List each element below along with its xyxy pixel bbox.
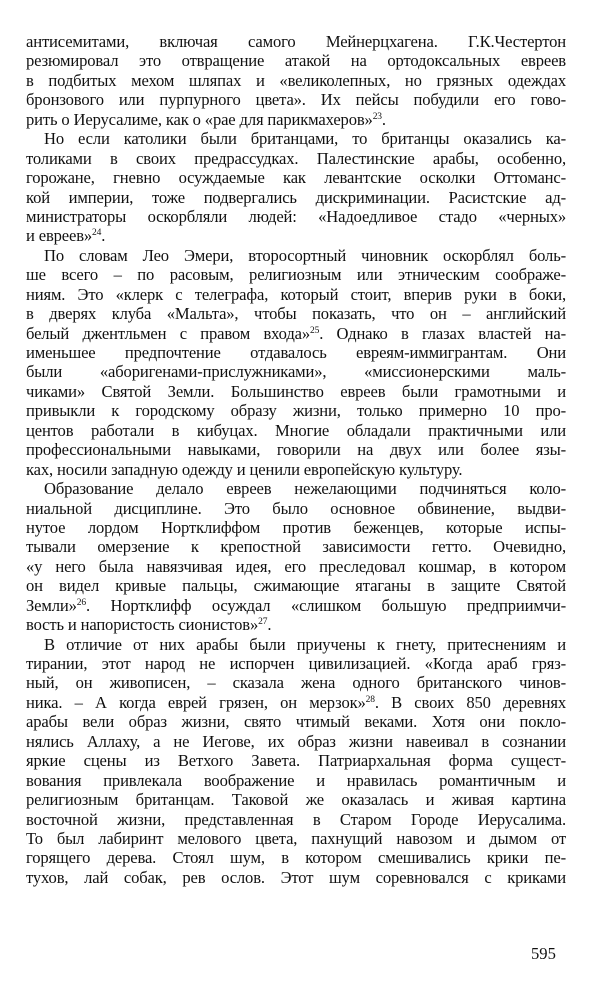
paragraph [26,129,566,246]
paragraph [26,32,566,129]
text-line: ках, носили западную одежду и ценили европейскую культуру. [26,459,463,479]
text-line: толиками в своих предрассудках. Палестинские арабы, особенно, [26,148,566,168]
text-line: кой империи, тоже подвергались дискриминации. Расистские ад- [26,187,566,207]
text-line: рить о Иерусалиме, как о «рае для парикмахеров»$^{23}$. [26,109,386,129]
footnote-marker: 23 [372,111,382,122]
text-line: белый джентльмен с правом входа»$^{25}$. Однако в глазах властей на- [26,323,566,343]
footnote-marker: 24 [92,228,102,239]
footnote-marker: 27 [258,617,268,628]
text-line: вования привлекала воображение и нравилась романтичным и [26,770,566,790]
paragraph [26,246,566,479]
text-line: в дверях клуба «Мальта», чтобы показать, что он – английский [26,304,566,324]
text-line: По словам Лео Эмери, второсортный чиновник оскорблял боль- [44,245,566,265]
text-line: именьшее предпочтение отдавалось евреям-иммигрантам. Они [26,343,566,362]
text-line: ниальной дисциплине. Это было основное обвинение, выдви- [26,498,566,518]
body-text [26,32,566,887]
paragraph [26,479,566,635]
footnote-marker: 28 [365,694,375,705]
text-line: Образование делало евреев нежелающими подчиняться коло- [44,479,566,499]
text-line: горожане, гневно осуждаемые как левантские осколки Оттоманс- [26,168,566,188]
text-line: яркие сцены из Ветхого Завета. Патриархальная форма сущест- [26,751,566,771]
text-line: профессиональными навыками, говорили на двух или более язы- [26,440,566,460]
text-line: тирании, этот народ не испорчен цивилизацией. «Когда араб гряз- [26,654,566,673]
text-line: он видел кривые пальцы, сжимающие ятаганы в защите Святой [26,576,566,596]
text-line: министраторы оскорбляли людей: «Надоедливое стадо «черных» [26,206,566,226]
text-line: ника. – А когда еврей грязен, он мерзок»$^{28}$. В своих 850 деревнях [26,692,566,712]
paragraph [26,635,566,888]
text-line: были «аборигенами-прислужниками», «миссионерскими маль- [26,362,566,382]
text-line: восточной жизни, представленная в Старом Городе Иерусалима. [26,809,566,829]
text-line: ный, он живописен, – сказала жена одного британского чинов- [26,673,566,693]
text-line: нутое лордом Нортклиффом против беженцев, которые испы- [26,517,566,537]
text-line: бронзового или пурпурного цвета». Их пейсы побудили его гово- [26,90,566,110]
text-line: чиками» Святой Земли. Большинство евреев были грамотными и [26,381,566,401]
text-line: Земли»$^{26}$. Нортклифф осуждал «слишком большую предприимчи- [26,595,566,615]
text-line: ше всего – по расовым, религиозным или этническим соображе- [26,265,566,285]
text-line: резюмировал это отвращение атакой на ортодоксальных евреев [26,51,566,71]
text-line: привыкли к городскому образу жизни, только примерно 10 про- [26,401,566,421]
footnote-marker: 26 [76,597,86,608]
text-line: антисемитами, включая самого Мейнерцхагена. Г.К.Честертон [26,32,566,51]
page-number: 595 [531,944,556,963]
text-line: арабы вели образ жизни, свято чтимый веками. Хотя они покло- [26,712,566,732]
text-line: вость и напористость сионистов»$^{27}$. [26,615,272,635]
text-line: тухов, лай собак, рев ослов. Этот шум соревновался с криками [26,867,566,887]
text-line: нялись Аллаху, а не Иегове, их образ жизни навеивал в сознании [26,731,566,751]
text-line: Но если католики были британцами, то британцы оказались ка- [44,129,566,149]
text-line: «у него была навязчивая идея, его преследовал кошмар, в котором [26,556,566,576]
text-line: религиозным британцам. Таковой же оказалась и живая картина [26,790,566,810]
text-line: То был лабиринт мелового цвета, пахнущий навозом и дымом от [26,828,566,848]
text-line: в подбитых мехом шляпах и «великолепных, но грязных одеждах [26,70,566,90]
footnote-marker: 25 [309,325,320,336]
text-line: В отличие от них арабы были приучены к гнету, притеснениям и [44,634,566,654]
text-line: тывали омерзение к крепостной зависимости гетто. Очевидно, [26,537,566,557]
text-line: ниям. Это «клерк с телеграфа, который стоит, вперив руки в боки, [26,284,566,304]
text-line: и евреев»$^{24}$. [26,226,106,246]
text-line: центов работали в кибуцах. Многие обладали практичными или [26,420,566,440]
text-line: горящего дерева. Стоял шум, в котором смешивались крики пе- [26,848,566,868]
